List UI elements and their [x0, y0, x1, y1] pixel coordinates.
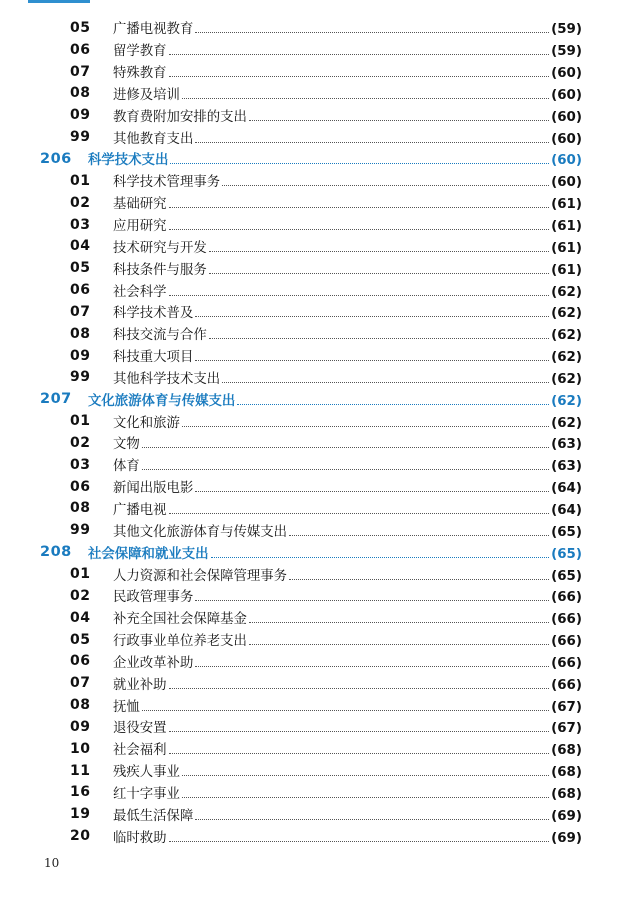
toc-page-ref: (62) [551, 350, 582, 366]
toc-title: 社会保障和就业支出 [88, 546, 209, 562]
toc-page-ref: (65) [551, 546, 582, 562]
toc-entry-row[interactable] [0, 803, 618, 825]
toc-entry-row[interactable] [0, 694, 618, 716]
toc-title-line [113, 608, 582, 627]
toc-title: 基础研究 [113, 197, 167, 213]
toc-code: 02 [70, 587, 91, 604]
toc-page-ref: (60) [551, 109, 582, 125]
toc-entry-row[interactable] [0, 432, 618, 454]
toc-entry-row[interactable] [0, 454, 618, 476]
toc-title-line [113, 521, 582, 540]
dot-leader [142, 468, 549, 470]
toc-page-ref: (66) [551, 655, 582, 671]
toc-page-ref: (66) [551, 590, 582, 606]
dot-leader [249, 621, 549, 623]
toc-title-line [113, 652, 582, 671]
toc-title: 教育费附加安排的支出 [113, 109, 247, 125]
toc-entry-row[interactable] [0, 498, 618, 520]
toc-title: 临时救助 [113, 830, 167, 846]
toc-entry-row[interactable] [0, 126, 618, 148]
toc-code: 99 [70, 129, 91, 146]
toc-title: 文物 [113, 437, 140, 453]
toc-entry-row[interactable] [0, 519, 618, 541]
toc-title-line [113, 717, 582, 736]
toc-title-line [113, 259, 582, 278]
toc-entry-row[interactable] [0, 782, 618, 804]
toc-code: 04 [70, 609, 91, 626]
dot-leader [142, 709, 549, 711]
toc-title-line [113, 237, 582, 256]
toc-code: 05 [70, 260, 91, 277]
toc-entry-row[interactable] [0, 825, 618, 847]
toc-title-line [113, 215, 582, 234]
toc-title: 企业改革补助 [113, 655, 194, 671]
toc-page-ref: (60) [551, 66, 582, 82]
toc-page-ref: (66) [551, 677, 582, 693]
toc-entry-row[interactable] [0, 585, 618, 607]
toc-title-line [113, 84, 582, 103]
toc-title-line [113, 62, 582, 81]
toc-title: 科技条件与服务 [113, 262, 207, 278]
dot-leader [182, 774, 549, 776]
toc-code: 07 [70, 675, 91, 692]
dot-leader [169, 228, 550, 230]
toc-page-ref: (62) [551, 328, 582, 344]
toc-entry-row[interactable] [0, 476, 618, 498]
dot-leader [195, 359, 549, 361]
toc-code: 10 [70, 740, 91, 757]
toc-title-line [113, 565, 582, 584]
toc-code: 08 [70, 697, 91, 714]
toc-title: 应用研究 [113, 219, 167, 235]
toc-entry-row[interactable] [0, 279, 618, 301]
toc-code: 208 [40, 544, 72, 561]
toc-code: 99 [70, 522, 91, 539]
toc-entry-row[interactable] [0, 235, 618, 257]
toc-entry-row[interactable] [0, 563, 618, 585]
toc-title-line [113, 40, 582, 59]
toc-title: 红十字事业 [113, 786, 180, 802]
toc-title-line [113, 696, 582, 715]
toc-title: 文化旅游体育与传媒支出 [88, 393, 236, 409]
toc-entry-row[interactable] [0, 650, 618, 672]
toc-entry-row[interactable] [0, 323, 618, 345]
dot-leader [169, 294, 550, 296]
toc-page-ref: (62) [551, 371, 582, 387]
toc-title: 民政管理事务 [113, 590, 194, 606]
dot-leader [169, 752, 550, 754]
toc-title-line [113, 412, 582, 431]
page-number: 10 [44, 856, 60, 870]
toc-title-line [113, 128, 582, 147]
toc-section-row[interactable] [0, 148, 618, 170]
toc-page-ref: (65) [551, 568, 582, 584]
toc-title: 进修及培训 [113, 87, 180, 103]
dot-leader [195, 31, 549, 33]
toc-code: 06 [70, 282, 91, 299]
dot-leader [182, 796, 549, 798]
toc-code: 19 [70, 806, 91, 823]
dot-leader [170, 162, 549, 164]
toc-entry-row[interactable] [0, 301, 618, 323]
table-of-contents [0, 17, 618, 847]
toc-title-line [88, 390, 582, 409]
dot-leader [237, 403, 549, 405]
toc-code: 16 [70, 784, 91, 801]
toc-page-ref: (60) [551, 153, 582, 169]
toc-page-ref: (59) [551, 44, 582, 60]
dot-leader [222, 381, 549, 383]
toc-page-ref: (69) [551, 808, 582, 824]
header-accent-bar [28, 0, 90, 3]
toc-title: 留学教育 [113, 44, 167, 60]
toc-title: 人力资源和社会保障管理事务 [113, 568, 288, 584]
toc-title-line [113, 630, 582, 649]
dot-leader [195, 315, 549, 317]
toc-title: 科学技术管理事务 [113, 175, 221, 191]
toc-entry-row[interactable] [0, 716, 618, 738]
toc-entry-row[interactable] [0, 83, 618, 105]
toc-title-line [113, 761, 582, 780]
dot-leader [169, 840, 550, 842]
toc-code: 01 [70, 413, 91, 430]
toc-title: 新闻出版电影 [113, 481, 194, 497]
toc-title-line [113, 477, 582, 496]
toc-code: 206 [40, 150, 72, 167]
toc-title-line [113, 193, 582, 212]
dot-leader [169, 75, 550, 77]
toc-page-ref: (62) [551, 306, 582, 322]
toc-code: 06 [70, 653, 91, 670]
toc-title-line [113, 739, 582, 758]
toc-code: 02 [70, 434, 91, 451]
toc-title: 文化和旅游 [113, 415, 180, 431]
toc-entry-row[interactable] [0, 607, 618, 629]
toc-page-ref: (61) [551, 197, 582, 213]
toc-page-ref: (68) [551, 765, 582, 781]
toc-entry-row[interactable] [0, 672, 618, 694]
toc-page-ref: (67) [551, 699, 582, 715]
toc-entry-row[interactable] [0, 39, 618, 61]
toc-code: 09 [70, 347, 91, 364]
toc-page-ref: (61) [551, 240, 582, 256]
toc-code: 01 [70, 566, 91, 583]
dot-leader [195, 141, 549, 143]
toc-page-ref: (66) [551, 634, 582, 650]
toc-code: 08 [70, 500, 91, 517]
toc-entry-row[interactable] [0, 170, 618, 192]
toc-page-ref: (64) [551, 481, 582, 497]
toc-title-line [113, 674, 582, 693]
toc-title-line [88, 543, 582, 562]
toc-title-line [113, 346, 582, 365]
toc-title: 抚恤 [113, 699, 140, 715]
dot-leader [182, 97, 549, 99]
toc-code: 11 [70, 762, 91, 779]
toc-title: 科学技术支出 [88, 153, 169, 169]
toc-page-ref: (59) [551, 22, 582, 38]
toc-page-ref: (65) [551, 524, 582, 540]
toc-section-row[interactable] [0, 541, 618, 563]
toc-page-ref: (61) [551, 262, 582, 278]
toc-code: 03 [70, 456, 91, 473]
toc-title: 就业补助 [113, 677, 167, 693]
toc-title: 残疾人事业 [113, 765, 180, 781]
toc-title: 广播电视教育 [113, 22, 194, 38]
toc-page-ref: (66) [551, 612, 582, 628]
toc-title-line [113, 827, 582, 846]
toc-entry-row[interactable] [0, 61, 618, 83]
dot-leader [195, 665, 549, 667]
toc-code: 07 [70, 63, 91, 80]
toc-title-line [113, 805, 582, 824]
toc-code: 07 [70, 303, 91, 320]
toc-code: 03 [70, 216, 91, 233]
toc-code: 20 [70, 828, 91, 845]
toc-title: 技术研究与开发 [113, 240, 207, 256]
toc-entry-row[interactable] [0, 345, 618, 367]
toc-title: 退役安置 [113, 721, 167, 737]
toc-title-line [88, 149, 582, 168]
toc-title: 科技交流与合作 [113, 328, 207, 344]
dot-leader [209, 250, 549, 252]
dot-leader [195, 490, 549, 492]
dot-leader [142, 446, 549, 448]
toc-code: 04 [70, 238, 91, 255]
toc-title-line [113, 171, 582, 190]
toc-title: 社会科学 [113, 284, 167, 300]
toc-page-ref: (69) [551, 830, 582, 846]
toc-code: 02 [70, 194, 91, 211]
toc-title-line [113, 106, 582, 125]
toc-code: 08 [70, 325, 91, 342]
toc-entry-row[interactable] [0, 367, 618, 389]
toc-entry-row[interactable] [0, 629, 618, 651]
toc-title: 其他文化旅游体育与传媒支出 [113, 524, 288, 540]
toc-title: 科学技术普及 [113, 306, 194, 322]
toc-entry-row[interactable] [0, 760, 618, 782]
toc-code: 09 [70, 718, 91, 735]
toc-entry-row[interactable] [0, 17, 618, 39]
toc-title: 行政事业单位养老支出 [113, 634, 247, 650]
toc-page-ref: (64) [551, 502, 582, 518]
toc-entry-row[interactable] [0, 738, 618, 760]
toc-title-line [113, 324, 582, 343]
dot-leader [195, 599, 549, 601]
toc-code: 05 [70, 19, 91, 36]
toc-page-ref: (63) [551, 459, 582, 475]
toc-title: 科技重大项目 [113, 350, 194, 366]
toc-title-line [113, 433, 582, 452]
dot-leader [209, 337, 549, 339]
toc-title-line [113, 368, 582, 387]
toc-title-line [113, 281, 582, 300]
toc-page-ref: (63) [551, 437, 582, 453]
toc-page-ref: (62) [551, 415, 582, 431]
toc-section-row[interactable] [0, 388, 618, 410]
dot-leader [169, 512, 550, 514]
toc-code: 09 [70, 107, 91, 124]
toc-title: 广播电视 [113, 502, 167, 518]
toc-page-ref: (60) [551, 87, 582, 103]
dot-leader [289, 578, 549, 580]
toc-code: 01 [70, 172, 91, 189]
toc-page-ref: (62) [551, 284, 582, 300]
toc-code: 99 [70, 369, 91, 386]
toc-page-ref: (67) [551, 721, 582, 737]
dot-leader [169, 730, 550, 732]
toc-title-line [113, 455, 582, 474]
toc-title-line [113, 499, 582, 518]
dot-leader [169, 53, 550, 55]
toc-page-ref: (62) [551, 393, 582, 409]
dot-leader [222, 184, 549, 186]
dot-leader [182, 425, 549, 427]
dot-leader [209, 272, 549, 274]
toc-title: 其他教育支出 [113, 131, 194, 147]
toc-entry-row[interactable] [0, 214, 618, 236]
toc-entry-row[interactable] [0, 192, 618, 214]
toc-title: 社会福利 [113, 743, 167, 759]
toc-code: 06 [70, 478, 91, 495]
dot-leader [195, 818, 549, 820]
toc-page-ref: (68) [551, 743, 582, 759]
toc-title: 特殊教育 [113, 66, 167, 82]
toc-entry-row[interactable] [0, 257, 618, 279]
toc-page-ref: (61) [551, 219, 582, 235]
dot-leader [169, 687, 550, 689]
dot-leader [169, 206, 550, 208]
toc-code: 08 [70, 85, 91, 102]
dot-leader [289, 534, 549, 536]
dot-leader [249, 643, 549, 645]
dot-leader [211, 556, 550, 558]
toc-code: 05 [70, 631, 91, 648]
toc-page-ref: (60) [551, 175, 582, 191]
toc-title-line [113, 302, 582, 321]
toc-page-ref: (60) [551, 131, 582, 147]
toc-title: 补充全国社会保障基金 [113, 612, 247, 628]
toc-title-line [113, 783, 582, 802]
toc-title-line [113, 586, 582, 605]
dot-leader [249, 119, 549, 121]
toc-title-line [113, 18, 582, 37]
toc-entry-row[interactable] [0, 410, 618, 432]
toc-title: 体育 [113, 459, 140, 475]
toc-code: 207 [40, 391, 72, 408]
toc-page-ref: (68) [551, 786, 582, 802]
toc-entry-row[interactable] [0, 104, 618, 126]
toc-title: 其他科学技术支出 [113, 371, 221, 387]
toc-title: 最低生活保障 [113, 808, 194, 824]
toc-code: 06 [70, 41, 91, 58]
